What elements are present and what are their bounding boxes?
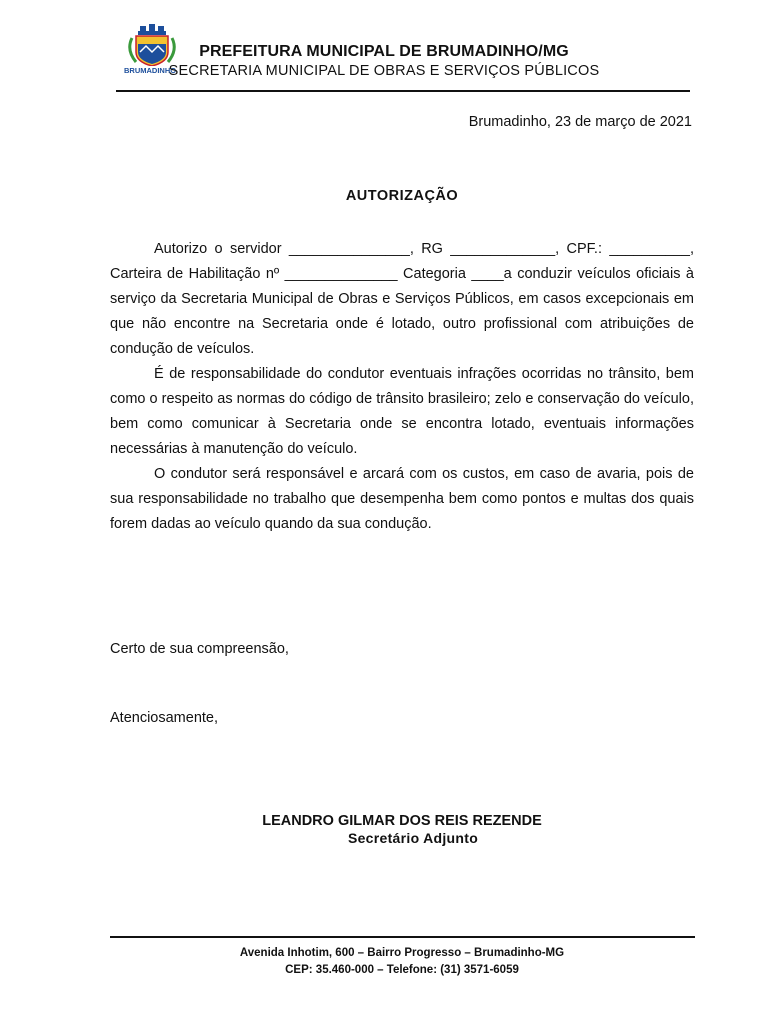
paragraph-authorization: Autorizo o servidor _______________, RG _____________, CPF.: __________, Carteira de Habilitação nº ______________ Categoria ____a conduzir veículos oficiais à serviço da Secretaria Municipal de Obras e Serviços Públicos, em casos excepcionais em que não encontre na Secretaria onde é lotado, outro profissional com atribuições de condução de veículos. xyxy=(110,241,694,357)
signatory-name: LEANDRO GILMAR DOS REIS REZENDE xyxy=(262,813,542,829)
document-title: AUTORIZAÇÃO xyxy=(345,188,459,204)
page-subtitle: SECRETARIA MUNICIPAL DE OBRAS E SERVIÇOS PÚBLICOS xyxy=(168,63,600,79)
closing-line: Certo de sua compreensão, xyxy=(110,641,289,657)
footer-address: Avenida Inhotim, 600 – Bairro Progresso – Brumadinho-MG xyxy=(239,947,565,959)
page-title: PREFEITURA MUNICIPAL DE BRUMADINHO/MG xyxy=(199,43,569,60)
document-body xyxy=(110,237,694,537)
paragraph-responsibility: É de responsabilidade do condutor eventuais infrações ocorridas no trânsito, bem como o respeito as normas do código de trânsito brasileiro; zelo e conservação do veículo, bem como comunicar à Secretaria onde se encontra lotado, eventuais informações necessárias à manutenção do veículo. xyxy=(110,366,694,457)
footer-contact: CEP: 35.460-000 – Telefone: (31) 3571-6059 xyxy=(285,964,519,976)
header-divider xyxy=(116,90,690,92)
signatory-role: Secretário Adjunto xyxy=(347,830,479,846)
document-date: Brumadinho, 23 de março de 2021 xyxy=(468,114,692,130)
footer-divider xyxy=(110,936,695,938)
regards-line: Atenciosamente, xyxy=(110,710,219,726)
paragraph-costs: O condutor será responsável e arcará com os custos, em caso de avaria, pois de sua responsabilidade no trabalho que desempenha bem como pontos e multas dos quais forem dadas ao veículo quando da sua condução. xyxy=(110,466,694,532)
logo-text: BRUMADINHO xyxy=(124,66,177,75)
